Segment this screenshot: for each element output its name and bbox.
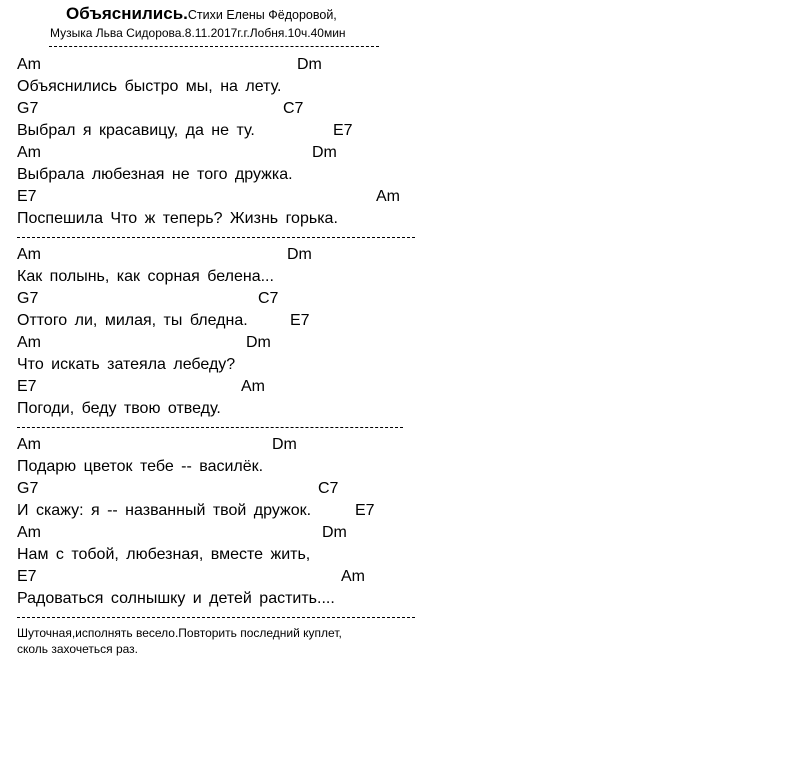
chord: Dm [246,334,271,351]
lyric-line [0,266,800,288]
lyric-line [0,500,800,522]
chord: C7 [258,290,279,307]
chord: E7 [17,188,37,205]
lyric-line [0,310,800,332]
lyric-text: Как полынь, как сорная белена... [17,268,274,285]
chord: Am [376,188,400,205]
composer-credit: Музыка Льва Сидорова.8.11.2017г.г.Лобня.10ч.40мин [50,26,346,40]
chord: C7 [283,100,304,117]
lyricist-credit: Стихи Елены Фёдоровой, [187,8,337,22]
lyric-text: И скажу: я -- названный твой дружок. [17,502,312,519]
chord: E7 [290,312,310,329]
chord-line [0,522,800,544]
chord: Am [17,436,41,453]
chord: Am [341,568,365,585]
lyric-line [0,354,800,376]
song-title: Объяснились. [66,4,188,23]
chord-line [0,332,800,354]
lyric-text: Выбрал я красавицу, да не ту. [17,122,255,139]
lyric-line [0,120,800,142]
chord: Am [17,246,41,263]
lyric-line [0,544,800,566]
chord: C7 [318,480,339,497]
chord-line [0,244,800,266]
lyric-line [0,456,800,478]
performance-note: сколь захочеться раз. [17,642,138,656]
lyric-line [0,164,800,186]
lyric-text: Поспешила Что ж теперь? Жизнь горька. [17,210,338,227]
chord: G7 [17,480,39,497]
lyric-text: Выбрала любезная не того дружка. [17,166,293,183]
chord-line [0,54,800,76]
lyric-text: Объяснились быстро мы, на лету. [17,78,282,95]
chord: G7 [17,290,39,307]
chord-line [0,186,800,208]
chord: Dm [297,56,322,73]
title-line [66,4,337,25]
chord: Dm [287,246,312,263]
lyric-line [0,76,800,98]
chord: Dm [312,144,337,161]
chord: E7 [17,568,37,585]
performance-note: Шуточная,исполнять весело.Повторить последний куплет, [17,626,342,640]
lyric-text: Оттого ли, милая, ты бледна. [17,312,248,329]
chord: Am [17,144,41,161]
chord: E7 [355,502,375,519]
chord-line [0,288,800,310]
chord-line [0,142,800,164]
lyric-text: Погоди, беду твою отведу. [17,400,221,417]
chord-line [0,478,800,500]
lyric-text: Нам с тобой, любезная, вместе жить, [17,546,311,563]
chord-line [0,434,800,456]
lyric-text: Радоваться солнышку и детей растить.... [17,590,335,607]
chord-line [0,376,800,398]
lyric-line [0,588,800,610]
chord: Am [17,524,41,541]
lyric-line [0,398,800,420]
lyric-text: Что искать затеяла лебеду? [17,356,236,373]
lyric-text: Подарю цветок тебе -- василёк. [17,458,264,475]
chord: G7 [17,100,39,117]
verse-separator [17,427,403,428]
lyric-line [0,208,800,230]
verse-separator [17,237,415,238]
verse-separator [17,617,415,618]
chord-line [0,566,800,588]
chord: Am [241,378,265,395]
chord: Dm [322,524,347,541]
title-separator [49,46,379,47]
chord: Am [17,334,41,351]
chord: Dm [272,436,297,453]
chord: Am [17,56,41,73]
chord: E7 [17,378,37,395]
chord-line [0,98,800,120]
chord: E7 [333,122,353,139]
